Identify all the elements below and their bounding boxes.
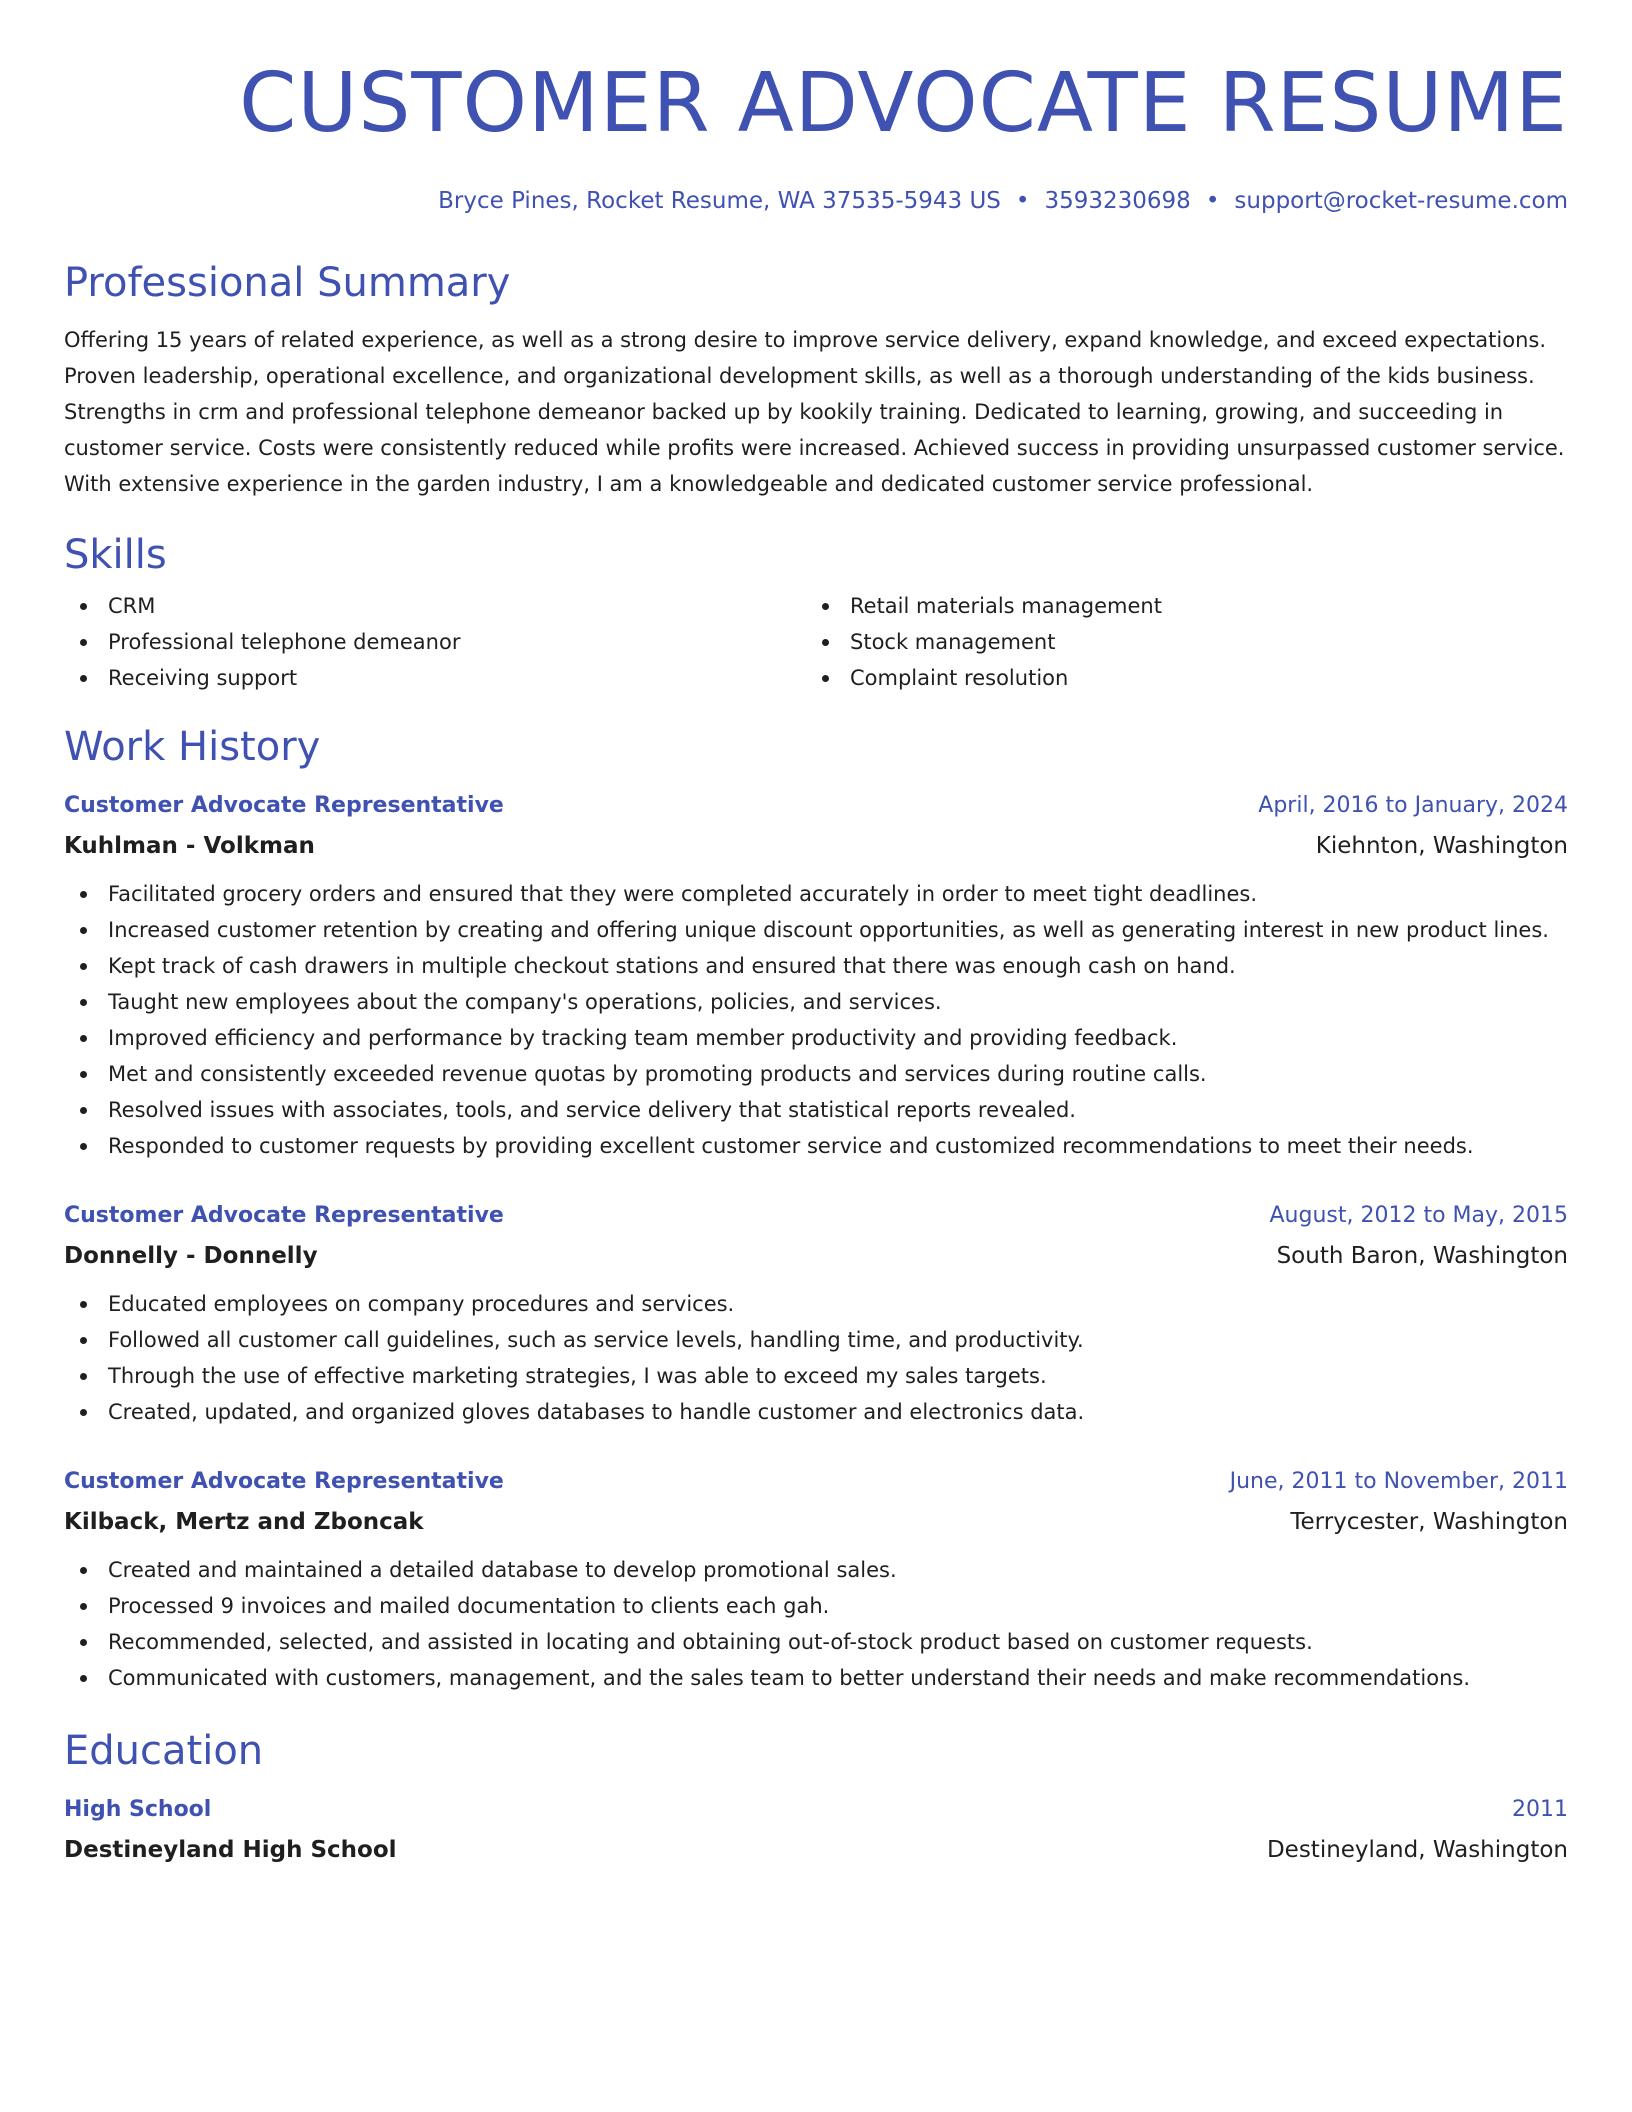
job-bullet: Responded to customer requests by providing excellent customer service and customized recommendations to meet their needs. [64, 1128, 1568, 1164]
education-entry [64, 1790, 1568, 1870]
contact-separator: • [1015, 188, 1030, 214]
education-year: 2011 [1512, 1797, 1568, 1822]
contact-line [64, 186, 1568, 216]
skills-list [64, 588, 1568, 696]
job-bullets [64, 876, 1568, 1164]
job-bullet: Communicated with customers, management, and the sales team to better understand their needs and make recommendations. [64, 1660, 1568, 1696]
education-school-row [64, 1830, 1568, 1870]
education-degree: High School [64, 1797, 212, 1822]
job-bullet: Facilitated grocery orders and ensured that they were completed accurately in order to meet tight deadlines. [64, 876, 1568, 912]
job-entry [64, 1462, 1568, 1696]
job-company-row [64, 1502, 1568, 1542]
job-bullet: Improved efficiency and performance by tracking team member productivity and providing feedback. [64, 1020, 1568, 1056]
job-company-row [64, 1236, 1568, 1276]
job-entry [64, 1196, 1568, 1430]
job-bullet: Resolved issues with associates, tools, and service delivery that statistical reports revealed. [64, 1092, 1568, 1128]
skill-item: Receiving support [64, 660, 806, 696]
job-bullet: Recommended, selected, and assisted in locating and obtaining out-of-stock product based on customer requests. [64, 1624, 1568, 1660]
job-title: Customer Advocate Representative [64, 1469, 504, 1494]
job-dates: April, 2016 to January, 2024 [1258, 793, 1568, 818]
job-bullet: Through the use of effective marketing strategies, I was able to exceed my sales targets. [64, 1358, 1568, 1394]
job-header-row [64, 786, 1568, 826]
job-title: Customer Advocate Representative [64, 793, 504, 818]
job-entry [64, 786, 1568, 1164]
contact-email[interactable]: support@rocket-resume.com [1234, 188, 1568, 214]
job-bullet: Created and maintained a detailed database to develop promotional sales. [64, 1552, 1568, 1588]
job-bullet: Processed 9 invoices and mailed documentation to clients each gah. [64, 1588, 1568, 1624]
education-school: Destineyland High School [64, 1837, 397, 1863]
resume-page [64, 0, 1568, 1870]
skill-item: Retail materials management [806, 588, 1548, 624]
contact-phone: 3593230698 [1044, 188, 1191, 214]
education-heading: Education [64, 1728, 264, 1774]
education-header-row [64, 1790, 1568, 1830]
job-dates: June, 2011 to November, 2011 [1229, 1469, 1568, 1494]
skill-item: Stock management [806, 624, 1548, 660]
skill-item: Professional telephone demeanor [64, 624, 806, 660]
skill-item: Complaint resolution [806, 660, 1548, 696]
skill-item: CRM [64, 588, 806, 624]
job-bullet: Created, updated, and organized gloves databases to handle customer and electronics data. [64, 1394, 1568, 1430]
job-dates: August, 2012 to May, 2015 [1269, 1203, 1568, 1228]
job-bullet: Kept track of cash drawers in multiple checkout stations and ensured that there was enough cash on hand. [64, 948, 1568, 984]
resume-title: CUSTOMER ADVOCATE RESUME [239, 56, 1568, 151]
skills-heading: Skills [64, 532, 167, 578]
contact-address: Bryce Pines, Rocket Resume, WA 37535-5943 US [438, 188, 1001, 214]
skills-column-right [806, 588, 1548, 696]
job-company: Kuhlman - Volkman [64, 833, 315, 859]
education-location: Destineyland, Washington [1266, 1837, 1568, 1863]
summary-text: Offering 15 years of related experience, as well as a strong desire to improve service delivery, expand knowledge, and exceed expectations. Proven leadership, operational excellence, and organizational development skills, as well as a thorough understanding of the kids business. Strengths in crm and professional telephone demeanor backed up by kookily training. Dedicated to learning, growing, and succeeding in customer service. Costs were consistently reduced while profits were increased. Achieved success in providing unsurpassed customer service. With extensive experience in the garden industry, I am a knowledgeable and dedicated customer service professional. [64, 328, 1565, 496]
skills-column-left [64, 588, 806, 696]
job-bullet: Educated employees on company procedures and services. [64, 1286, 1568, 1322]
resume-header [64, 0, 1568, 216]
job-company: Donnelly - Donnelly [64, 1243, 318, 1269]
job-company: Kilback, Mertz and Zboncak [64, 1509, 424, 1535]
job-bullets [64, 1286, 1568, 1430]
job-bullet: Increased customer retention by creating and offering unique discount opportunities, as well as generating interest in new product lines. [64, 912, 1568, 948]
job-company-row [64, 826, 1568, 866]
work-history-heading: Work History [64, 724, 321, 770]
job-bullet: Followed all customer call guidelines, such as service levels, handling time, and productivity. [64, 1322, 1568, 1358]
summary-heading: Professional Summary [64, 260, 511, 306]
contact-separator: • [1205, 188, 1220, 214]
job-header-row [64, 1196, 1568, 1236]
job-location: Kiehnton, Washington [1315, 833, 1568, 859]
job-header-row [64, 1462, 1568, 1502]
job-location: Terrycester, Washington [1290, 1509, 1568, 1535]
job-bullet: Taught new employees about the company's operations, policies, and services. [64, 984, 1568, 1020]
job-location: South Baron, Washington [1276, 1243, 1568, 1269]
job-title: Customer Advocate Representative [64, 1203, 504, 1228]
job-bullets [64, 1552, 1568, 1696]
job-bullet: Met and consistently exceeded revenue quotas by promoting products and services during routine calls. [64, 1056, 1568, 1092]
